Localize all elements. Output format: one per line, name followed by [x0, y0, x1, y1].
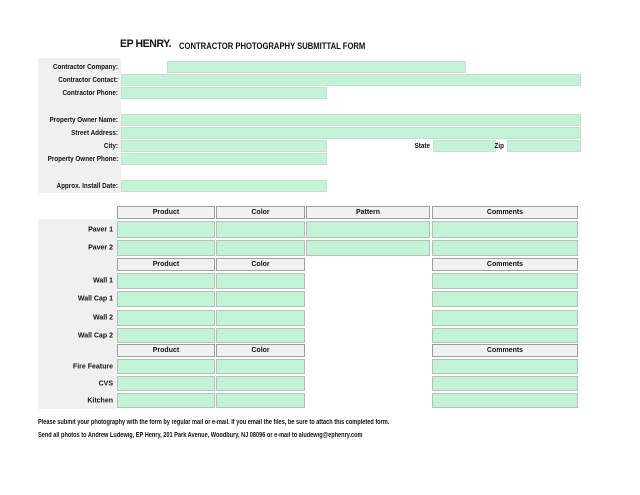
- ep-henry-logo: EP HENRY.: [120, 38, 172, 50]
- page-title: CONTRACTOR PHOTOGRAPHY SUBMITTAL FORM: [179, 41, 366, 51]
- features-header-row: [0, 344, 640, 357]
- table-row-paver-1: [0, 221, 640, 238]
- table-row-wall-1: [0, 273, 640, 289]
- walls-header-row: [0, 258, 640, 271]
- walls-header-product: Product: [117, 258, 215, 271]
- cell-paver-2-comments[interactable]: [432, 240, 578, 256]
- approx-install-date-label: Approx. Install Date:: [56, 181, 118, 190]
- cell-paver-1-product[interactable]: [117, 221, 215, 238]
- table-row-paver-2: [0, 240, 640, 256]
- contractor-phone-field[interactable]: [121, 87, 327, 99]
- pavers-header-pattern: Pattern: [306, 206, 430, 219]
- table-row-wall-cap-2: [0, 328, 640, 343]
- cell-kitchen-comments[interactable]: [432, 393, 578, 408]
- cell-cvs-color[interactable]: [216, 376, 305, 391]
- cell-paver-2-product[interactable]: [117, 240, 215, 256]
- cell-wall-1-comments[interactable]: [432, 273, 578, 289]
- property-owner-phone-label: Property Owner Phone:: [47, 154, 119, 163]
- footer-instructions-line-1: Please submit your photography with the form by regular mail or e-mail. If you email the files, be sure to attach this completed form.: [38, 419, 390, 426]
- property-owner-name-label: Property Owner Name:: [49, 115, 118, 124]
- cell-wall-2-comments[interactable]: [432, 310, 578, 326]
- cell-fire-feature-color[interactable]: [216, 359, 305, 374]
- row-label-fire-feature: Fire Feature: [72, 363, 113, 370]
- street-address-field[interactable]: [121, 127, 581, 139]
- cell-cvs-product[interactable]: [117, 376, 215, 391]
- walls-header-color: Color: [216, 258, 305, 271]
- features-header-product: Product: [117, 344, 215, 357]
- cell-wall-cap-2-comments[interactable]: [432, 328, 578, 343]
- cell-wall-cap-1-comments[interactable]: [432, 291, 578, 307]
- cell-cvs-comments[interactable]: [432, 376, 578, 391]
- row-label-paver-1: Paver 1: [88, 226, 113, 233]
- row-label-wall-2: Wall 2: [93, 314, 113, 322]
- features-header-color: Color: [216, 344, 305, 357]
- zip-field[interactable]: [507, 140, 581, 152]
- row-label-kitchen: Kitchen: [87, 397, 113, 404]
- cell-wall-cap-1-color[interactable]: [216, 291, 305, 307]
- cell-paver-1-pattern[interactable]: [306, 221, 430, 238]
- cell-wall-2-product[interactable]: [117, 310, 215, 326]
- cell-kitchen-color[interactable]: [216, 393, 305, 408]
- features-header-comments: Comments: [432, 344, 578, 357]
- cell-wall-1-product[interactable]: [117, 273, 215, 289]
- walls-header-comments: Comments: [432, 258, 578, 271]
- cell-fire-feature-product[interactable]: [117, 359, 215, 374]
- row-label-paver-2: Paver 2: [88, 244, 113, 252]
- contractor-phone-label: Contractor Phone:: [62, 88, 118, 97]
- contractor-contact-label: Contractor Contact:: [58, 75, 118, 84]
- cell-wall-cap-2-product[interactable]: [117, 328, 215, 343]
- footer-instructions-line-2: Send all photos to Andrew Ludewig, EP Henry, 201 Park Avenue, Woodbury, NJ 08096 or e-mail to aludewig@ephenry.com: [38, 432, 363, 439]
- cell-paver-1-comments[interactable]: [432, 221, 578, 238]
- table-row-wall-cap-1: [0, 291, 640, 307]
- cell-paver-2-pattern[interactable]: [306, 240, 430, 256]
- property-owner-phone-field[interactable]: [121, 153, 327, 165]
- zip-label: Zip: [494, 141, 504, 150]
- approx-install-date-field[interactable]: [121, 180, 327, 192]
- contractor-company-field[interactable]: [167, 61, 466, 73]
- cell-wall-1-color[interactable]: [216, 273, 305, 289]
- pavers-header-product: Product: [117, 206, 215, 219]
- pavers-header-row: [0, 206, 640, 219]
- pavers-header-comments: Comments: [432, 206, 578, 219]
- row-label-wall-cap-2: Wall Cap 2: [77, 332, 113, 339]
- table-row-wall-2: [0, 310, 640, 326]
- cell-fire-feature-comments[interactable]: [432, 359, 578, 374]
- table-row-kitchen: [0, 393, 640, 408]
- cell-wall-cap-2-color[interactable]: [216, 328, 305, 343]
- cell-wall-2-color[interactable]: [216, 310, 305, 326]
- row-label-wall-cap-1: Wall Cap 1: [77, 295, 113, 303]
- cell-paver-2-color[interactable]: [216, 240, 305, 256]
- street-address-label: Street Address:: [71, 128, 118, 137]
- contractor-company-label: Contractor Company:: [52, 62, 118, 71]
- cell-wall-cap-1-product[interactable]: [117, 291, 215, 307]
- cell-paver-1-color[interactable]: [216, 221, 305, 238]
- city-label: City:: [103, 141, 118, 150]
- table-row-cvs: [0, 376, 640, 391]
- cell-kitchen-product[interactable]: [117, 393, 215, 408]
- property-owner-name-field[interactable]: [121, 114, 581, 126]
- row-label-wall-1: Wall 1: [93, 277, 113, 285]
- pavers-header-color: Color: [216, 206, 305, 219]
- table-row-fire-feature: [0, 359, 640, 374]
- state-label: State: [414, 141, 430, 150]
- row-label-cvs: CVS: [98, 380, 113, 387]
- city-field[interactable]: [121, 140, 327, 152]
- contractor-contact-field[interactable]: [121, 74, 581, 86]
